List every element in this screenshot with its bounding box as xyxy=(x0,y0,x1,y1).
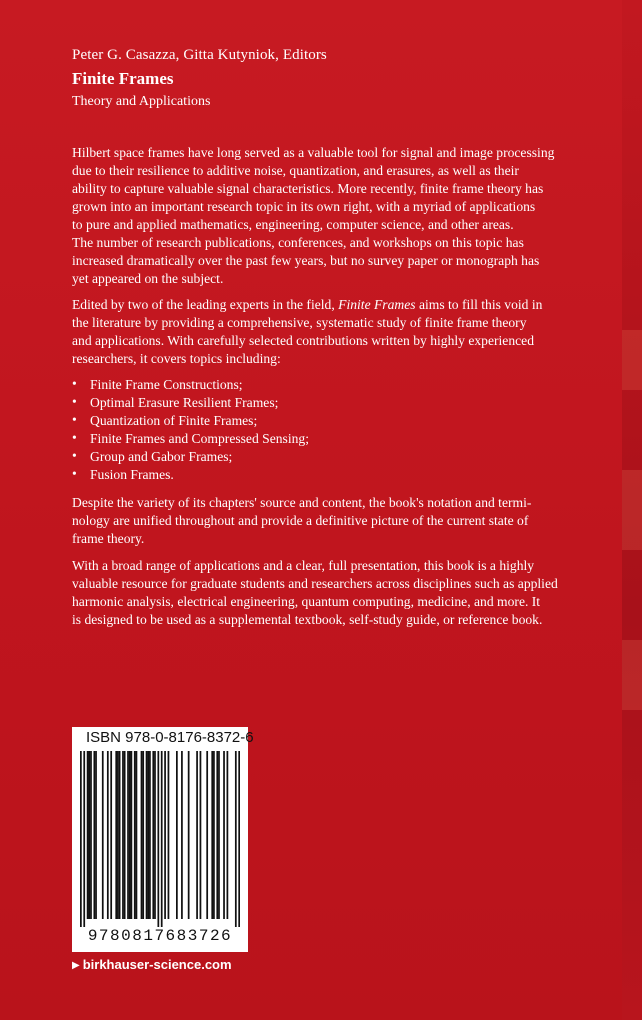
barcode-bar xyxy=(110,751,112,919)
barcode-bar xyxy=(147,751,149,919)
barcode-bar xyxy=(152,751,154,919)
paragraph-line: Despite the variety of its chapters' source and content, the book's notation and termi- xyxy=(72,495,532,510)
book-title-italic: Finite Frames xyxy=(338,297,416,312)
barcode-bar xyxy=(223,751,225,919)
paragraph-line: harmonic analysis, electrical engineering, quantum computing, medicine, and more. It xyxy=(72,594,541,609)
barcode-bar xyxy=(216,751,218,919)
paragraph-text: aims to fill this void in xyxy=(415,297,543,312)
paragraph-line: The number of research publications, conferences, and workshops on this topic has xyxy=(72,235,524,250)
paragraph-line: due to their resilience to additive noise, quantization, and erasures, as well as their xyxy=(72,163,519,178)
isbn-label: ISBN 978-0-8176-8372-6 xyxy=(86,729,254,746)
barcode-bar xyxy=(102,751,104,919)
paragraph-line: With a broad range of applications and a clear, full presentation, this book is a highly xyxy=(72,558,535,573)
barcode-bar xyxy=(134,751,136,919)
barcode-bar xyxy=(149,751,151,919)
book-title: Finite Frames xyxy=(72,69,174,88)
list-item-text: Fusion Frames. xyxy=(90,467,174,482)
paragraph-line xyxy=(72,296,542,314)
barcode-bar xyxy=(227,751,229,919)
barcode-guard-bar xyxy=(161,751,163,927)
paragraph-line: valuable resource for graduate students and researchers across disciplines such as applied xyxy=(72,576,558,591)
barcode-number: 9780817683726 xyxy=(87,927,233,945)
barcode-bar xyxy=(211,751,213,919)
barcode-bar xyxy=(95,751,97,919)
list-item-text: Optimal Erasure Resilient Frames; xyxy=(90,395,279,410)
editors-line: Peter G. Casazza, Gitta Kutyniok, Editors xyxy=(72,47,327,63)
bullet-icon: • xyxy=(72,376,77,391)
barcode-bar xyxy=(127,751,129,919)
barcode-bar xyxy=(88,751,90,919)
barcode-bar xyxy=(181,751,183,919)
barcode-bar xyxy=(131,751,133,919)
barcode-bar xyxy=(122,751,124,919)
barcode-bar xyxy=(107,751,109,919)
paragraph-line: grown into an important research topic in its own right, with a myriad of applications xyxy=(72,199,536,214)
paragraph-line: yet appeared on the subject. xyxy=(72,271,224,286)
barcode-bar xyxy=(141,751,143,919)
barcode-bar xyxy=(164,751,166,919)
list-item-text: Finite Frames and Compressed Sensing; xyxy=(90,431,309,446)
bullet-icon: • xyxy=(72,466,77,481)
book-subtitle: Theory and Applications xyxy=(72,94,211,109)
barcode-bar xyxy=(154,751,156,919)
bullet-icon: • xyxy=(72,412,77,427)
bullet-icon: • xyxy=(72,448,77,463)
barcode-guard-bar xyxy=(238,751,240,927)
paragraph-line: ability to capture valuable signal characteristics. More recently, finite frame theory has xyxy=(72,181,544,196)
barcode-bar xyxy=(218,751,220,919)
barcode-bar xyxy=(206,751,208,919)
barcode-graphic xyxy=(80,751,240,927)
publisher-url-row xyxy=(72,957,232,972)
barcode-bar xyxy=(117,751,119,919)
barcode-bar xyxy=(115,751,117,919)
barcode-bar xyxy=(188,751,190,919)
paragraph-line: to pure and applied mathematics, engineering, computer science, and other areas. xyxy=(72,217,514,232)
arrow-right-icon: ▶ xyxy=(72,960,80,971)
list-item-text: Quantization of Finite Frames; xyxy=(90,413,258,428)
publisher-url: birkhauser-science.com xyxy=(82,957,232,972)
barcode-bar xyxy=(200,751,202,919)
list-item-text: Finite Frame Constructions; xyxy=(90,377,243,392)
barcode-bar xyxy=(168,751,170,919)
barcode-bar xyxy=(213,751,215,919)
paragraph-line: increased dramatically over the past few years, but no survey paper or monograph has xyxy=(72,253,540,268)
barcode-bar xyxy=(146,751,148,919)
bullet-icon: • xyxy=(72,430,77,445)
isbn-barcode-box xyxy=(72,727,254,952)
barcode-guard-bar xyxy=(157,751,159,927)
barcode-bar xyxy=(129,751,131,919)
paragraph-line: Hilbert space frames have long served as a valuable tool for signal and image processing xyxy=(72,145,555,160)
barcode-bar xyxy=(176,751,178,919)
paragraph-line: and applications. With carefully selected contributions written by highly experienced xyxy=(72,333,535,348)
paragraph-line: researchers, it covers topics including: xyxy=(72,351,281,366)
cover-edge-strip xyxy=(622,0,642,1020)
barcode-bar xyxy=(90,751,92,919)
list-item-text: Group and Gabor Frames; xyxy=(90,449,233,464)
barcode-bar xyxy=(124,751,126,919)
barcode-bar xyxy=(93,751,95,919)
barcode-guard-bar xyxy=(80,751,82,927)
barcode-bar xyxy=(87,751,89,919)
barcode-bar xyxy=(196,751,198,919)
paragraph-line: is designed to be used as a supplemental textbook, self-study guide, or reference book. xyxy=(72,612,543,627)
barcode-guard-bar xyxy=(83,751,85,927)
paragraph-line: frame theory. xyxy=(72,531,145,546)
paragraph-line: nology are unified throughout and provide a definitive picture of the current state of xyxy=(72,513,529,528)
barcode-bar xyxy=(142,751,144,919)
barcode-guard-bar xyxy=(235,751,237,927)
paragraph-text: Edited by two of the leading experts in the field, xyxy=(72,297,339,312)
paragraph-line: the literature by providing a comprehensive, systematic study of finite frame theory xyxy=(72,315,527,330)
barcode-bar xyxy=(136,751,138,919)
barcode-bar xyxy=(119,751,121,919)
bullet-icon: • xyxy=(72,394,77,409)
